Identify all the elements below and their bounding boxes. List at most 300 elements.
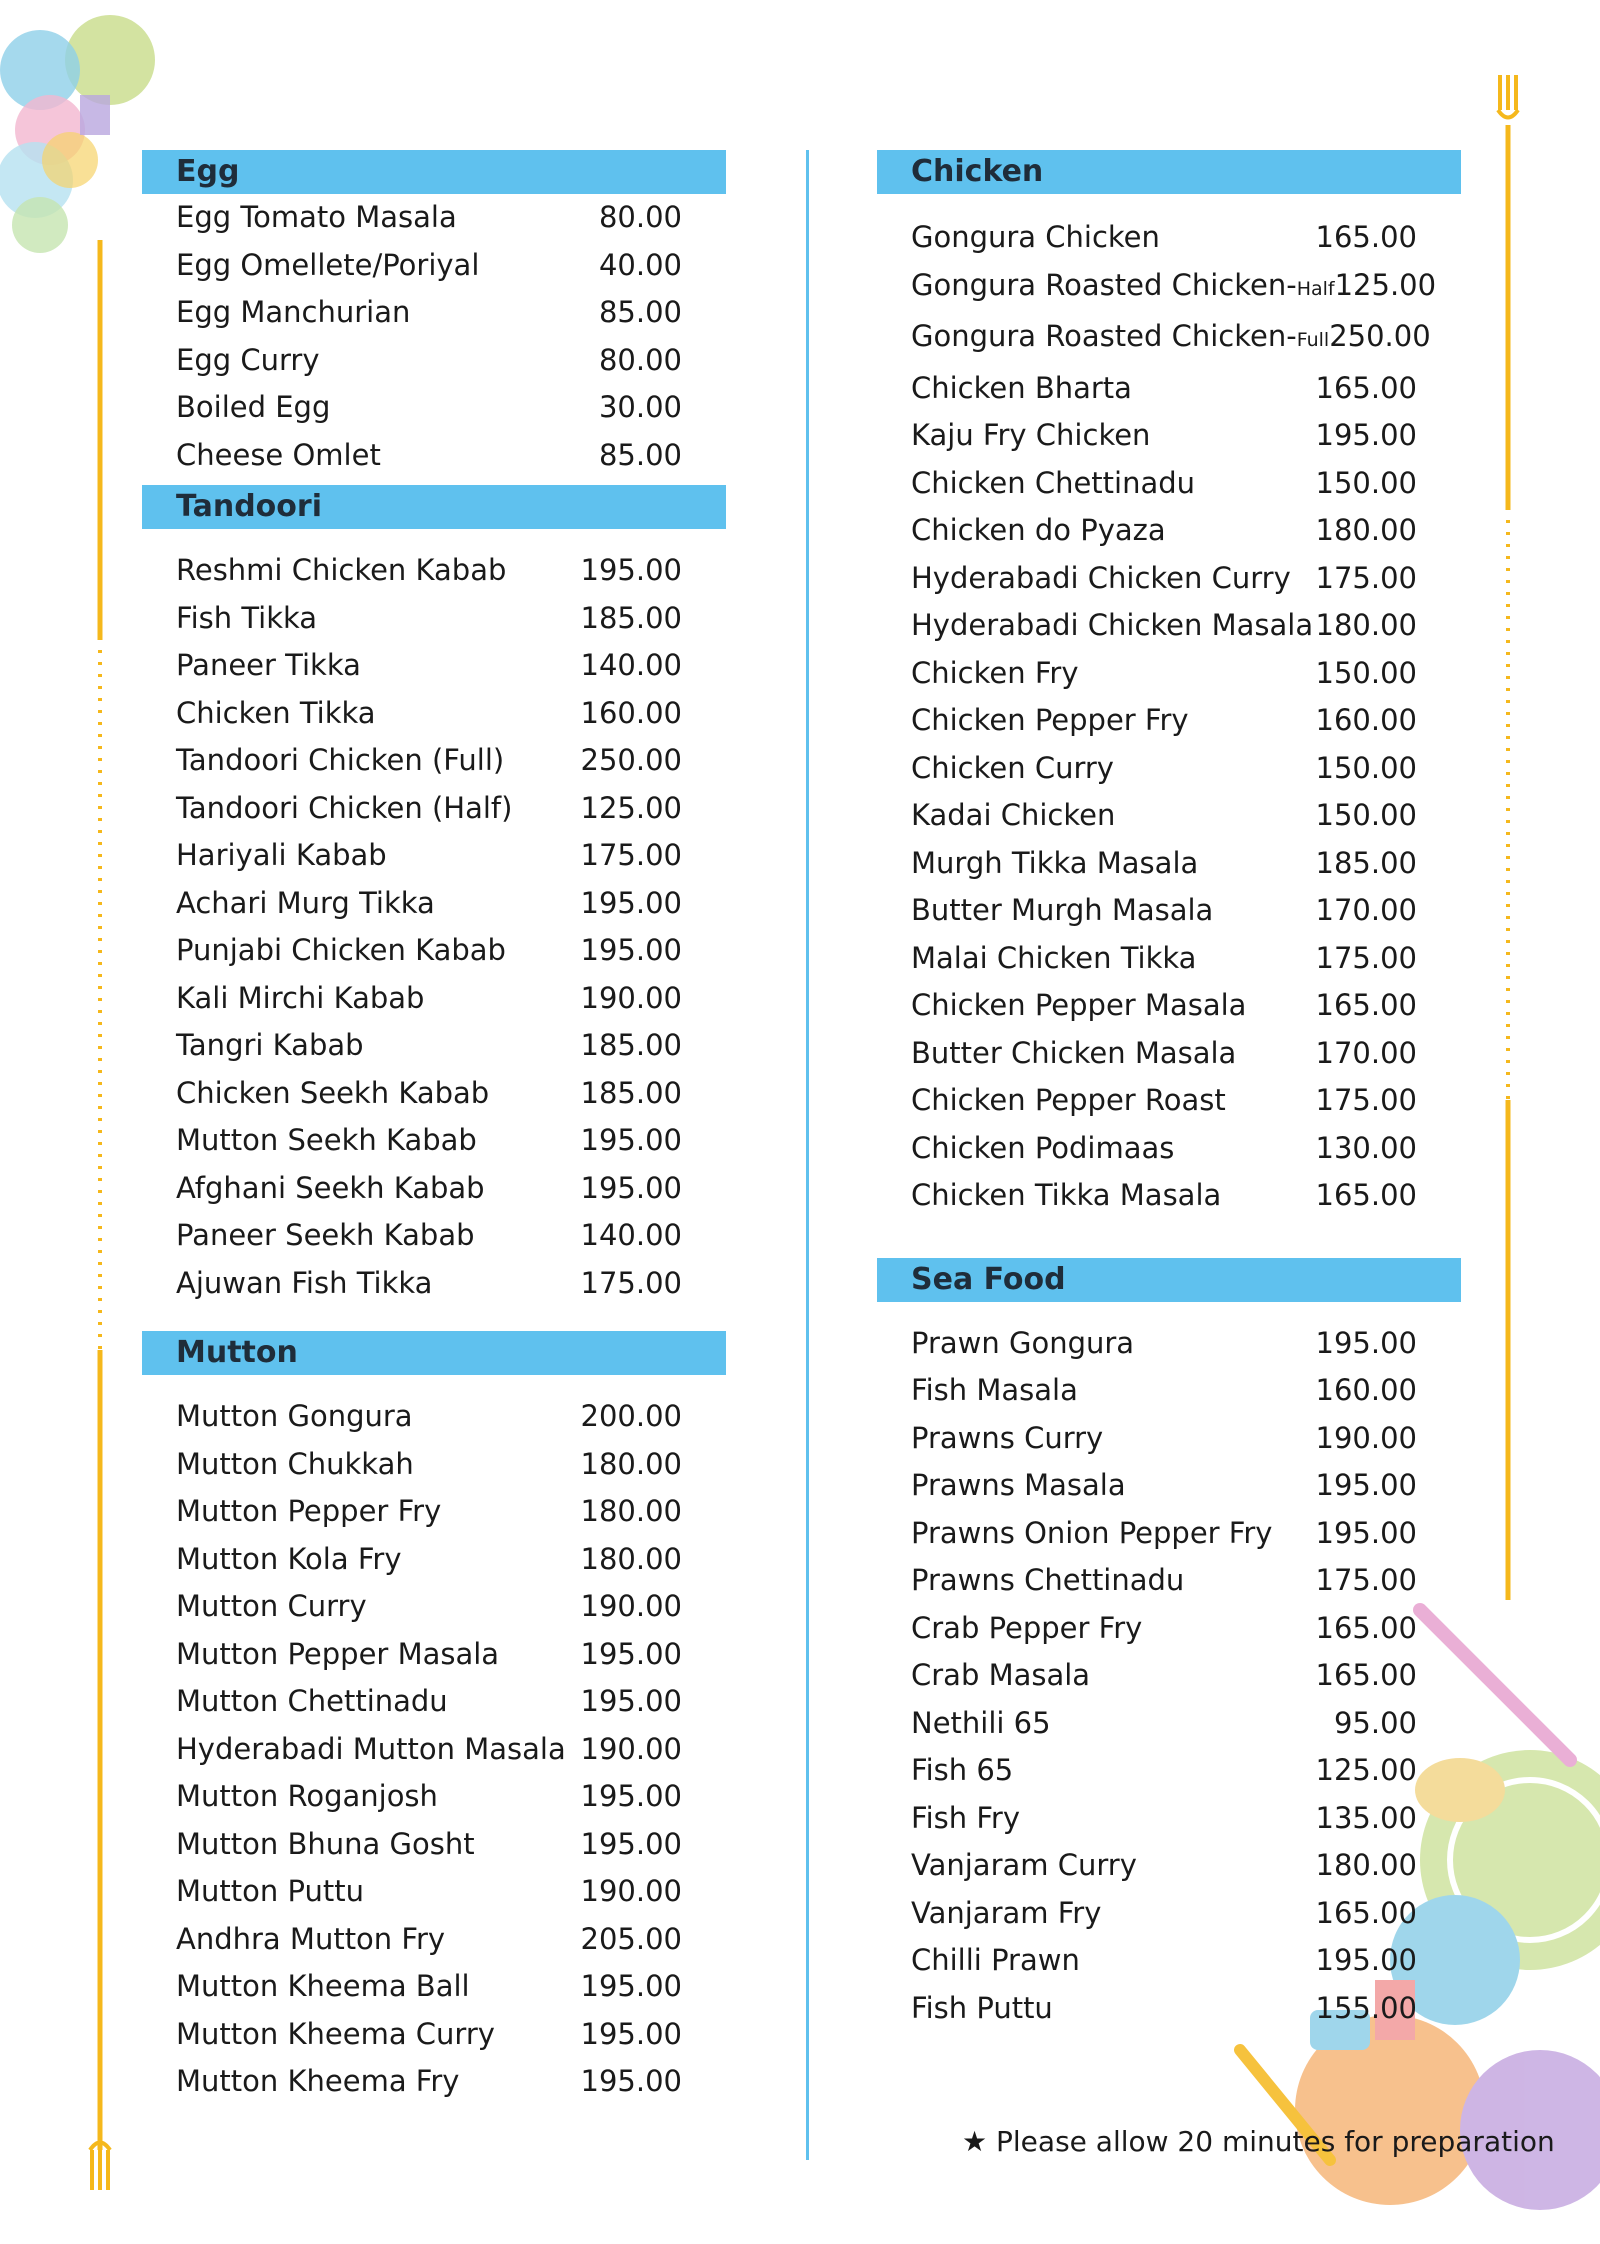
menu-item [877, 792, 1461, 840]
item-price: 195.00 [580, 933, 682, 967]
item-name [142, 737, 504, 785]
menu-item [142, 642, 726, 690]
item-name [877, 365, 1132, 413]
item-name [142, 1536, 402, 1584]
item-name-text: Gongura Roasted Chicken- [911, 319, 1297, 353]
item-name [142, 337, 320, 385]
item-price: 180.00 [580, 1494, 682, 1528]
item-name-text: Hyderabadi Chicken Masala [911, 608, 1314, 642]
menu-item [877, 745, 1461, 793]
item-name [877, 1985, 1053, 2033]
item-name [877, 792, 1115, 840]
item-price: 140.00 [580, 1218, 682, 1252]
menu-item [142, 1916, 726, 1964]
item-price: 170.00 [1315, 1035, 1417, 1070]
menu-item [877, 602, 1461, 650]
item-name [877, 1842, 1137, 1890]
item-name-text: Mutton Seekh Kabab [176, 1123, 477, 1157]
menu-item [142, 1678, 726, 1726]
item-name-text: Fish Fry [911, 1800, 1020, 1835]
menu-item [877, 887, 1461, 935]
item-name [877, 1937, 1080, 1985]
item-name [142, 1260, 432, 1308]
item-price: 175.00 [1315, 1083, 1417, 1117]
item-name [877, 1462, 1126, 1510]
item-name-text: Chicken Pepper Fry [911, 703, 1189, 737]
item-name-text: Kali Mirchi Kabab [176, 980, 425, 1015]
item-name-text: Chicken Curry [911, 750, 1114, 785]
menu-item [877, 412, 1461, 460]
menu-item [142, 595, 726, 643]
item-name-text: Egg Curry [176, 342, 320, 377]
mutton-section [142, 1331, 726, 2106]
item-name-text: Prawns Masala [911, 1468, 1126, 1502]
item-price: 85.00 [598, 295, 682, 329]
item-name [877, 1605, 1142, 1653]
item-price: 140.00 [580, 648, 682, 682]
item-price: 130.00 [1315, 1130, 1417, 1165]
item-name [877, 935, 1196, 983]
item-price: 190.00 [580, 1874, 682, 1908]
item-name [142, 1868, 364, 1916]
chicken-items [877, 214, 1461, 1220]
tandoori-items [142, 547, 726, 1307]
item-price: 180.00 [1315, 608, 1417, 642]
item-price: 150.00 [1315, 465, 1417, 500]
item-name [877, 1320, 1134, 1368]
item-name [877, 412, 1150, 460]
menu-item [142, 289, 726, 337]
item-name [142, 432, 381, 480]
item-name-text: Fish 65 [911, 1753, 1014, 1787]
item-price: 195.00 [580, 1170, 682, 1205]
item-price: 125.00 [1315, 1753, 1417, 1787]
item-name-text: Mutton Kheema Curry [176, 2016, 495, 2051]
item-name [142, 1022, 364, 1070]
top-left-dishes-icon [0, 15, 155, 253]
item-price: 185.00 [1315, 845, 1417, 880]
item-name [877, 507, 1166, 555]
item-price: 85.00 [598, 437, 682, 472]
menu-item [877, 1172, 1461, 1220]
item-name-text: Prawns Onion Pepper Fry [911, 1515, 1273, 1550]
menu-item [877, 1320, 1461, 1368]
item-name-text: Chicken Tikka Masala [911, 1178, 1222, 1212]
section-header-tandoori: Tandoori [142, 485, 726, 529]
item-price: 195.00 [580, 1123, 682, 1157]
item-price: 195.00 [580, 1826, 682, 1861]
item-name [142, 547, 506, 595]
chicken-section [877, 150, 1461, 1220]
item-price: 40.00 [598, 247, 682, 282]
item-price: 165.00 [1315, 220, 1417, 254]
item-price: 165.00 [1315, 1895, 1417, 1930]
item-name-text: Murgh Tikka Masala [911, 845, 1199, 880]
item-name [142, 1441, 414, 1489]
item-name [877, 1077, 1226, 1125]
item-price: 160.00 [1315, 1373, 1417, 1407]
menu-item [142, 880, 726, 928]
section-header-egg: Egg [142, 150, 726, 194]
item-price: 185.00 [580, 1075, 682, 1110]
item-price: 125.00 [1334, 267, 1437, 302]
item-name-text: Mutton Curry [176, 1589, 367, 1623]
star-icon: ★ [962, 2125, 988, 2158]
item-name [877, 1125, 1174, 1173]
item-name [142, 242, 479, 290]
item-name [877, 602, 1313, 650]
item-name [877, 1367, 1078, 1415]
item-price: 185.00 [580, 600, 682, 635]
menu-item [877, 1652, 1461, 1700]
menu-item [877, 460, 1461, 508]
item-price: 180.00 [580, 1446, 682, 1481]
item-price: 195.00 [580, 553, 682, 587]
item-name-text: Mutton Gongura [176, 1399, 413, 1433]
menu-item [877, 1077, 1461, 1125]
item-name-text: Egg Tomato Masala [176, 200, 457, 234]
item-price: 175.00 [1315, 940, 1417, 975]
item-price: 175.00 [580, 838, 682, 872]
item-name-text: Paneer Seekh Kabab [176, 1218, 475, 1252]
item-price: 190.00 [1315, 1420, 1417, 1455]
item-name [142, 194, 457, 242]
menu-item [877, 1030, 1461, 1078]
item-price: 195.00 [580, 885, 682, 920]
item-price: 195.00 [580, 1684, 682, 1718]
item-price: 165.00 [1315, 370, 1417, 405]
item-name [877, 262, 1335, 314]
item-name [142, 1821, 475, 1869]
menu-item [142, 1441, 726, 1489]
item-name [877, 313, 1329, 365]
menu-item [142, 242, 726, 290]
item-name-text: Chicken Bharta [911, 370, 1132, 405]
menu-item [877, 697, 1461, 745]
egg-items [142, 194, 726, 479]
item-price: 125.00 [580, 790, 682, 825]
left-column [142, 150, 726, 2106]
menu-item [142, 194, 726, 242]
menu-item [142, 1488, 726, 1536]
item-name [877, 1172, 1221, 1220]
column-divider [806, 150, 809, 2160]
menu-item [877, 507, 1461, 555]
item-price: 175.00 [1315, 1563, 1417, 1597]
menu-item [142, 785, 726, 833]
section-header-chicken: Chicken [877, 150, 1461, 194]
item-name [877, 697, 1189, 745]
item-name [142, 384, 330, 432]
item-name [877, 555, 1291, 603]
item-name [142, 2011, 495, 2059]
item-name-text: Chicken Pepper Roast [911, 1083, 1226, 1117]
item-name-text: Fish Masala [911, 1373, 1078, 1407]
menu-item [142, 1821, 726, 1869]
item-name [877, 887, 1213, 935]
item-price: 195.00 [1315, 1515, 1417, 1550]
item-price: 95.00 [1333, 1705, 1417, 1740]
item-name-text: Chicken Pepper Masala [911, 988, 1247, 1022]
item-name [142, 832, 387, 880]
item-name-text: Achari Murg Tikka [176, 885, 435, 920]
item-name-text: Prawns Curry [911, 1420, 1104, 1455]
menu-item [877, 982, 1461, 1030]
item-name-text: Gongura Roasted Chicken- [911, 267, 1297, 302]
menu-item [877, 1510, 1461, 1558]
item-name-text: Butter Murgh Masala [911, 893, 1214, 927]
item-price: 195.00 [1315, 1468, 1417, 1502]
note-text: Please allow 20 minutes for preparation [996, 2125, 1555, 2158]
tandoori-section [142, 485, 726, 1307]
item-price: 195.00 [580, 1636, 682, 1671]
item-name-text: Egg Omellete/Poriyal [176, 247, 480, 282]
menu-item [877, 1415, 1461, 1463]
item-name [877, 982, 1246, 1030]
menu-item [142, 1536, 726, 1584]
item-name [142, 1165, 485, 1213]
item-name-text: Fish Puttu [911, 1990, 1053, 2025]
seafood-section [877, 1258, 1461, 2033]
menu-item [877, 1125, 1461, 1173]
item-price: 165.00 [1315, 988, 1417, 1022]
right-column [877, 150, 1461, 2032]
item-price: 190.00 [580, 1731, 682, 1766]
item-name [142, 1212, 475, 1260]
item-price: 30.00 [598, 390, 682, 424]
item-price: 160.00 [580, 695, 682, 730]
menu-item [877, 1937, 1461, 1985]
item-name-text: Kaju Fry Chicken [911, 418, 1151, 452]
menu-item [877, 313, 1461, 365]
menu-item [142, 1117, 726, 1165]
item-name [877, 460, 1195, 508]
menu-item [142, 1165, 726, 1213]
menu-item [142, 1583, 726, 1631]
item-name [142, 1631, 499, 1679]
item-name-text: Reshmi Chicken Kabab [176, 553, 507, 587]
menu-item [142, 1963, 726, 2011]
item-name-text: Mutton Roganjosh [176, 1779, 438, 1813]
item-name-text: Gongura Chicken [911, 220, 1160, 254]
egg-section [142, 150, 726, 479]
item-name [142, 1583, 367, 1631]
item-name [877, 1510, 1272, 1558]
item-name-text: Chilli Prawn [911, 1943, 1080, 1977]
item-price: 195.00 [1315, 1943, 1417, 1977]
menu-item [142, 975, 726, 1023]
item-name [877, 1652, 1090, 1700]
menu-item [877, 1462, 1461, 1510]
menu-item [877, 1605, 1461, 1653]
item-name [877, 1890, 1101, 1938]
menu-item [142, 1868, 726, 1916]
item-price: 195.00 [580, 1969, 682, 2003]
item-name-text: Chicken Fry [911, 655, 1079, 690]
menu-item [142, 337, 726, 385]
preparation-note [962, 2125, 1555, 2158]
menu-item [877, 555, 1461, 603]
item-price: 150.00 [1315, 655, 1417, 690]
item-name [142, 642, 361, 690]
item-name-text: Tandoori Chicken (Full) [176, 743, 505, 777]
menu-item [877, 1700, 1461, 1748]
item-name [142, 1070, 489, 1118]
item-name-text: Vanjaram Fry [911, 1895, 1102, 1930]
menu-item [877, 650, 1461, 698]
item-price: 165.00 [1315, 1658, 1417, 1692]
item-price: 195.00 [580, 2016, 682, 2051]
item-name [877, 745, 1114, 793]
item-name-text: Egg Manchurian [176, 295, 411, 329]
item-price: 185.00 [580, 1028, 682, 1062]
item-price: 190.00 [580, 1589, 682, 1623]
item-name [142, 927, 506, 975]
item-name-text: Hariyali Kabab [176, 838, 387, 872]
menu-item [877, 1795, 1461, 1843]
item-name-text: Fish Tikka [176, 600, 318, 635]
menu-item [142, 2011, 726, 2059]
item-price: 165.00 [1315, 1178, 1417, 1212]
item-name [877, 1795, 1020, 1843]
item-name-text: Paneer Tikka [176, 648, 361, 682]
menu-item [142, 1631, 726, 1679]
menu-item [877, 1890, 1461, 1938]
menu-item [877, 214, 1461, 262]
item-price: 135.00 [1315, 1800, 1417, 1835]
item-name-text: Mutton Bhuna Gosht [176, 1826, 475, 1861]
menu-item [142, 384, 726, 432]
item-name [142, 1393, 413, 1441]
seafood-items [877, 1320, 1461, 2033]
item-price: 150.00 [1315, 750, 1417, 785]
menu-item [877, 935, 1461, 983]
menu-item [142, 1393, 726, 1441]
item-name-text: Mutton Kheema Ball [176, 1969, 470, 2003]
menu-item [142, 1773, 726, 1821]
item-name-text: Punjabi Chicken Kabab [176, 933, 506, 967]
item-name-text: Chicken do Pyaza [911, 513, 1166, 547]
item-name-text: Mutton Pepper Fry [176, 1494, 442, 1528]
item-name [142, 1678, 448, 1726]
item-name [877, 1700, 1051, 1748]
item-name [142, 1916, 445, 1964]
item-name [877, 214, 1160, 262]
item-price: 170.00 [1315, 893, 1417, 927]
item-name [142, 1963, 470, 2011]
item-name-text: Crab Pepper Fry [911, 1610, 1143, 1645]
item-name-text: Prawn Gongura [911, 1325, 1135, 1360]
item-name-text: Mutton Chettinadu [176, 1684, 448, 1718]
item-name-text: Prawns Chettinadu [911, 1563, 1185, 1597]
item-name-text: Butter Chicken Masala [911, 1035, 1237, 1070]
item-name-text: Chicken Seekh Kabab [176, 1075, 490, 1110]
section-header-mutton: Mutton [142, 1331, 726, 1375]
item-name-text: Chicken Tikka [176, 695, 376, 730]
item-price: 180.00 [1315, 1848, 1417, 1882]
menu-item [877, 1842, 1461, 1890]
item-name [877, 840, 1198, 888]
item-name [142, 289, 410, 337]
menu-item [142, 547, 726, 595]
item-name [877, 1415, 1103, 1463]
menu-item [142, 2058, 726, 2106]
item-name-text: Mutton Puttu [176, 1874, 364, 1908]
item-name-text: Afghani Seekh Kabab [176, 1170, 485, 1205]
menu-item [142, 832, 726, 880]
item-name-text: Tandoori Chicken (Half) [176, 790, 513, 825]
item-name [142, 1726, 566, 1774]
menu-item [877, 1985, 1461, 2033]
item-name-text: Mutton Chukkah [176, 1446, 414, 1481]
fork-icon-top-right [1498, 75, 1518, 118]
menu-item [877, 1557, 1461, 1605]
item-price: 200.00 [580, 1399, 682, 1433]
menu-item [142, 1070, 726, 1118]
item-price: 250.00 [580, 743, 682, 777]
item-name-text: Crab Masala [911, 1658, 1091, 1692]
item-price: 160.00 [1315, 703, 1417, 737]
item-name [142, 1773, 438, 1821]
item-name [142, 2058, 459, 2106]
item-name [877, 1030, 1236, 1078]
item-price: 80.00 [598, 200, 682, 234]
section-header-seafood: Sea Food [877, 1258, 1461, 1302]
menu-item [877, 1747, 1461, 1795]
menu-item [142, 927, 726, 975]
item-name-text: Mutton Kheema Fry [176, 2064, 460, 2098]
item-name [142, 690, 376, 738]
item-price: 165.00 [1315, 1610, 1417, 1645]
item-name [877, 1747, 1013, 1795]
item-price: 150.00 [1315, 798, 1417, 832]
item-name [877, 650, 1079, 698]
menu-item [877, 365, 1461, 413]
item-price: 195.00 [580, 1779, 682, 1813]
item-price: 175.00 [1315, 560, 1417, 595]
item-name-text: Hyderabadi Mutton Masala [176, 1731, 566, 1766]
item-name [142, 1488, 441, 1536]
item-price: 180.00 [1315, 513, 1417, 547]
item-name [142, 975, 424, 1023]
item-name-text: Vanjaram Curry [911, 1848, 1137, 1882]
menu-item [142, 1726, 726, 1774]
item-price: 205.00 [580, 1921, 682, 1956]
menu-item [877, 262, 1461, 314]
item-price: 250.00 [1329, 319, 1431, 353]
item-name-text: Mutton Pepper Masala [176, 1636, 500, 1671]
item-price: 180.00 [580, 1541, 682, 1576]
item-price: 195.00 [1315, 418, 1417, 452]
item-price: 155.00 [1315, 1990, 1417, 2025]
item-price: 195.00 [580, 2064, 682, 2098]
menu-item [142, 737, 726, 785]
item-name-text: Malai Chicken Tikka [911, 940, 1197, 975]
item-portion: Full [1296, 329, 1330, 351]
item-name [877, 1557, 1184, 1605]
item-name [142, 880, 435, 928]
item-name-text: Chicken Chettinadu [911, 465, 1196, 500]
item-name-text: Nethili 65 [911, 1705, 1051, 1740]
item-name-text: Tangri Kabab [176, 1028, 364, 1062]
mutton-items [142, 1393, 726, 2106]
item-price: 80.00 [598, 342, 682, 377]
item-name-text: Chicken Podimaas [911, 1130, 1175, 1165]
item-name-text: Ajuwan Fish Tikka [176, 1265, 433, 1300]
menu-item [877, 1367, 1461, 1415]
item-name-text: Cheese Omlet [176, 437, 381, 472]
menu-item [142, 1212, 726, 1260]
